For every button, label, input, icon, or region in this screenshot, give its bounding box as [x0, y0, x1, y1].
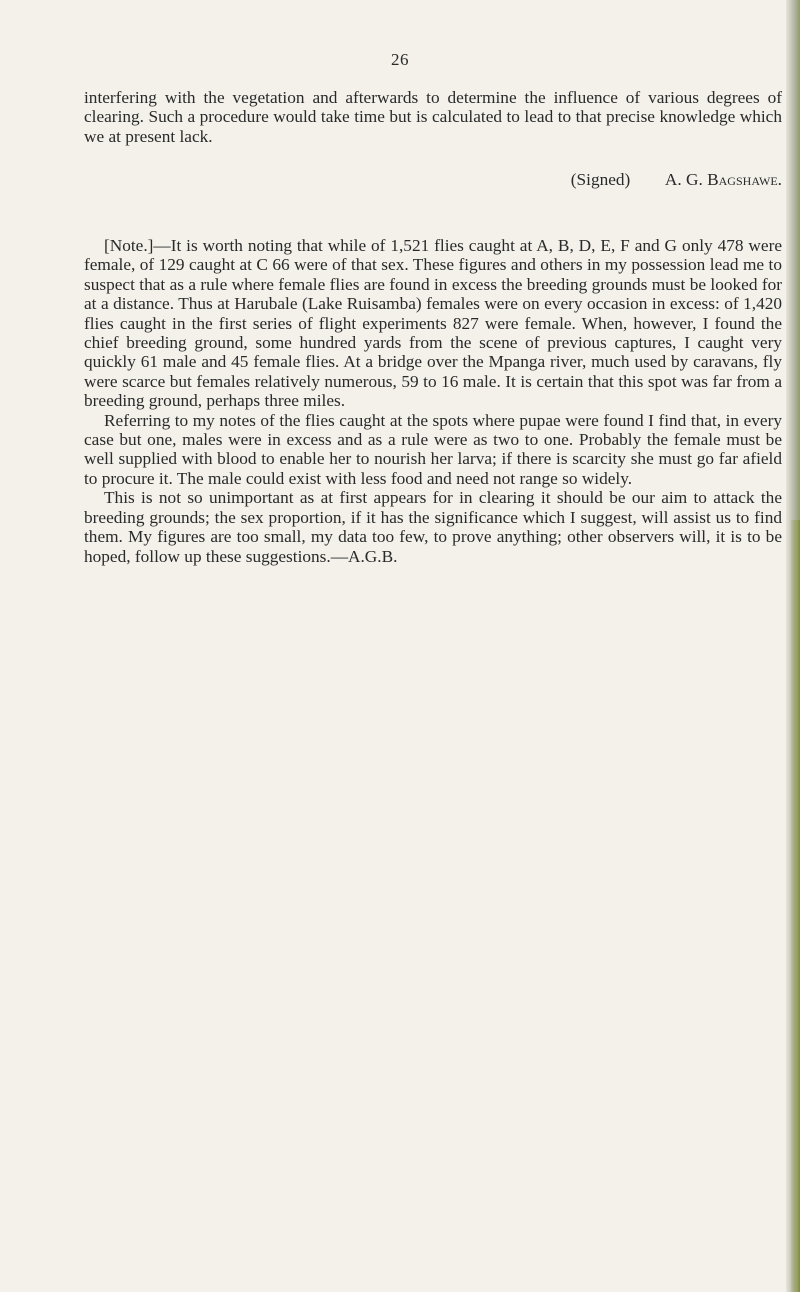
note-paragraph-1: [Note.]—It is worth noting that while of 1,521 flies caught at A, B, D, E, F and G only 478 were female, of 129 caught at C 66 were of that sex. These figures and others in my possession lead me to suspect that as a rule where female flies are found in excess the breeding grounds must be looked for at a distance. Thus at Harubale (Lake Ruisamba) females were on every occasion in excess: of 1,420 flies caught in the first series of flight experiments 827 were female. When, however, I found the chief breeding ground, some hundred yards from the scene of previous captures, I caught very quickly 61 male and 45 female flies. At a bridge over the Mpanga river, much used by caravans, fly were scarce but females relatively numerous, 59 to 16 male. It is certain that this spot was far from a breeding ground, perhaps three miles.	[84, 236, 782, 411]
signature-line	[84, 170, 782, 190]
page-edge-stain	[790, 520, 800, 1292]
page-number: 26	[391, 50, 409, 69]
opening-paragraph: interfering with the vegetation and afterwards to determine the influence of various degrees of clearing. Such a procedure would take time but is calculated to lead to that precise knowledge which we at present lack.	[84, 88, 782, 146]
note-section	[84, 236, 782, 566]
opening-paragraph-block	[84, 88, 782, 146]
note-paragraph-3: This is not so unimportant as at first appears for in clearing it should be our aim to attack the breeding grounds; the sex proportion, if it has the significance which I suggest, will assist us to find them. My figures are too small, my data too few, to prove anything; other observers will, it is to be hoped, follow up these suggestions.—A.G.B.	[84, 488, 782, 566]
signed-label: (Signed)	[570, 170, 631, 189]
note-paragraph-2: Referring to my notes of the flies caught at the spots where pupae were found I find that, in every case but one, males were in excess and as a rule were as two to one. Probably the female must be well supplied with blood to enable her to nourish her larva; if there is scarcity she must go far afield to procure it. The male could exist with less food and need not range so widely.	[84, 410, 782, 488]
signatory-name: A. G. Bagshawe.	[664, 170, 782, 189]
